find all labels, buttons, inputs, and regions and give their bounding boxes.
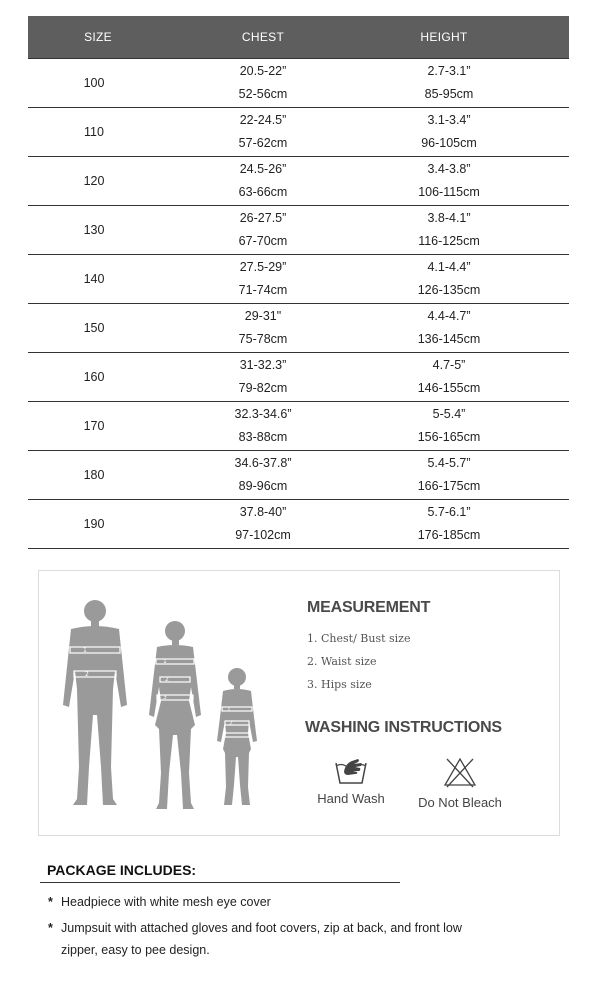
height-cm: 85-95cm: [424, 87, 474, 101]
chest-cell: [160, 162, 366, 200]
height-cm: 176-185cm: [417, 528, 481, 542]
chest-cell: [160, 211, 366, 249]
height-feet: 5.4-5.7”: [427, 456, 471, 470]
no-bleach-label: Do Not Bleach: [418, 795, 502, 810]
height-cm: 126-135cm: [417, 283, 481, 297]
bullet: *: [48, 921, 53, 935]
size-cell: 190: [83, 517, 105, 531]
no-bleach-icon: [443, 757, 477, 789]
height-feet: 4.7-5”: [432, 358, 466, 372]
height-cm: 166-175cm: [417, 479, 481, 493]
no-bleach-item: [385, 757, 535, 810]
list-item: [48, 917, 468, 961]
chest-cm: 63-66cm: [238, 185, 288, 199]
height-cm: 106-115cm: [418, 185, 480, 199]
height-feet: 3.4-3.8”: [427, 162, 471, 176]
size-cell: 180: [83, 468, 105, 482]
table-row: [28, 59, 569, 108]
chest-cell: [160, 505, 366, 543]
chest-cell: [160, 456, 366, 494]
size-cell: 100: [83, 76, 105, 90]
height-cm: 136-145cm: [417, 332, 481, 346]
height-cell: [366, 162, 532, 200]
height-feet: 4.1-4.4”: [427, 260, 471, 274]
chest-cm: 83-88cm: [238, 430, 288, 444]
chest-cm: 52-56cm: [238, 87, 288, 101]
measurement-item-hips: 3. Hips size: [307, 678, 372, 691]
size-cell: 150: [83, 321, 105, 335]
hand-wash-label: Hand Wash: [317, 791, 385, 806]
measurement-item-waist: 2. Waist size: [307, 655, 377, 668]
height-feet: 3.8-4.1”: [427, 211, 471, 225]
height-cm: 96-105cm: [421, 136, 477, 150]
chest-inches: 24.5-26”: [239, 162, 287, 176]
measurement-title: MEASUREMENT: [307, 599, 431, 616]
list-item: [48, 891, 468, 913]
body-figures-illustration: [57, 597, 277, 827]
table-header: [28, 16, 569, 58]
chest-inches: 27.5-29”: [239, 260, 287, 274]
size-cell: 140: [83, 272, 105, 286]
package-item-jumpsuit: Jumpsuit with attached gloves and foot covers, zip at back, and front low zipper, easy to pee design.: [61, 921, 462, 957]
table-row: [28, 108, 569, 157]
height-cell: [366, 505, 532, 543]
height-cell: [366, 407, 532, 445]
package-divider: [40, 882, 400, 883]
height-cm: 146-155cm: [417, 381, 481, 395]
size-cell: 120: [83, 174, 105, 188]
size-chart-table: [28, 16, 569, 549]
height-cell: [366, 64, 532, 102]
table-row: [28, 402, 569, 451]
height-feet: 5.7-6.1”: [427, 505, 471, 519]
figure-label-hips-f: 3: [163, 694, 167, 701]
height-cell: [366, 309, 532, 347]
hand-wash-item: [311, 757, 391, 806]
table-row: [28, 206, 569, 255]
chest-cell: [160, 64, 366, 102]
chest-cell: [160, 407, 366, 445]
figure-label-waist: 2: [85, 671, 89, 678]
chest-inches: 29-31": [244, 309, 282, 323]
bullet: *: [48, 895, 53, 909]
table-row: [28, 353, 569, 402]
chest-inches: 32.3-34.6”: [234, 407, 292, 421]
chest-cell: [160, 309, 366, 347]
measurement-list: [307, 627, 410, 696]
height-cell: [366, 113, 532, 151]
table-row: [28, 500, 569, 549]
measurement-panel: [38, 570, 560, 836]
size-cell: 170: [83, 419, 105, 433]
table-row: [28, 304, 569, 353]
figure-label-chest-f: 1: [163, 658, 167, 665]
hand-wash-icon: [334, 757, 368, 785]
chest-cm: 89-96cm: [238, 479, 288, 493]
figure-label-chest-c: 1: [227, 706, 231, 713]
table-row: [28, 255, 569, 304]
chest-inches: 37.8-40”: [239, 505, 287, 519]
header-size: SIZE: [84, 30, 112, 44]
header-chest: CHEST: [241, 30, 285, 44]
figure-label-chest: 1: [83, 647, 87, 654]
measurement-item-chest: 1. Chest/ Bust size: [307, 632, 411, 645]
figure-label-waist-f: 2: [165, 676, 169, 683]
chest-inches: 20.5-22”: [239, 64, 287, 78]
chest-inches: 26-27.5”: [239, 211, 287, 225]
header-height: HEIGHT: [420, 30, 468, 44]
chest-cell: [160, 260, 366, 298]
package-title: PACKAGE INCLUDES:: [47, 862, 197, 878]
chest-cm: 97-102cm: [235, 528, 291, 542]
height-cm: 156-165cm: [417, 430, 481, 444]
size-cell: 160: [83, 370, 105, 384]
table-row: [28, 157, 569, 206]
chest-inches: 34.6-37.8”: [234, 456, 292, 470]
figure-label-waist-c: 2: [229, 720, 233, 727]
height-feet: 4.4-4.7”: [427, 309, 471, 323]
chest-cell: [160, 113, 366, 151]
height-cell: [366, 211, 532, 249]
height-feet: 2.7-3.1”: [427, 64, 471, 78]
table-body: [28, 58, 569, 549]
size-cell: 110: [84, 125, 104, 139]
package-item-headpiece: Headpiece with white mesh eye cover: [61, 895, 271, 909]
height-cell: [366, 358, 532, 396]
chest-cell: [160, 358, 366, 396]
height-cm: 116-125cm: [418, 234, 480, 248]
height-cell: [366, 456, 532, 494]
package-list: [48, 891, 468, 965]
chest-cm: 71-74cm: [238, 283, 288, 297]
chest-cm: 67-70cm: [238, 234, 288, 248]
chest-cm: 79-82cm: [238, 381, 288, 395]
chest-cm: 75-78cm: [238, 332, 288, 346]
chest-inches: 31-32.3”: [239, 358, 287, 372]
height-feet: 5-5.4”: [432, 407, 466, 421]
height-feet: 3.1-3.4”: [427, 113, 471, 127]
washing-title: WASHING INSTRUCTIONS: [305, 719, 502, 736]
chest-inches: 22-24.5”: [239, 113, 287, 127]
table-row: [28, 451, 569, 500]
height-cell: [366, 260, 532, 298]
size-cell: 130: [83, 223, 105, 237]
chest-cm: 57-62cm: [238, 136, 288, 150]
